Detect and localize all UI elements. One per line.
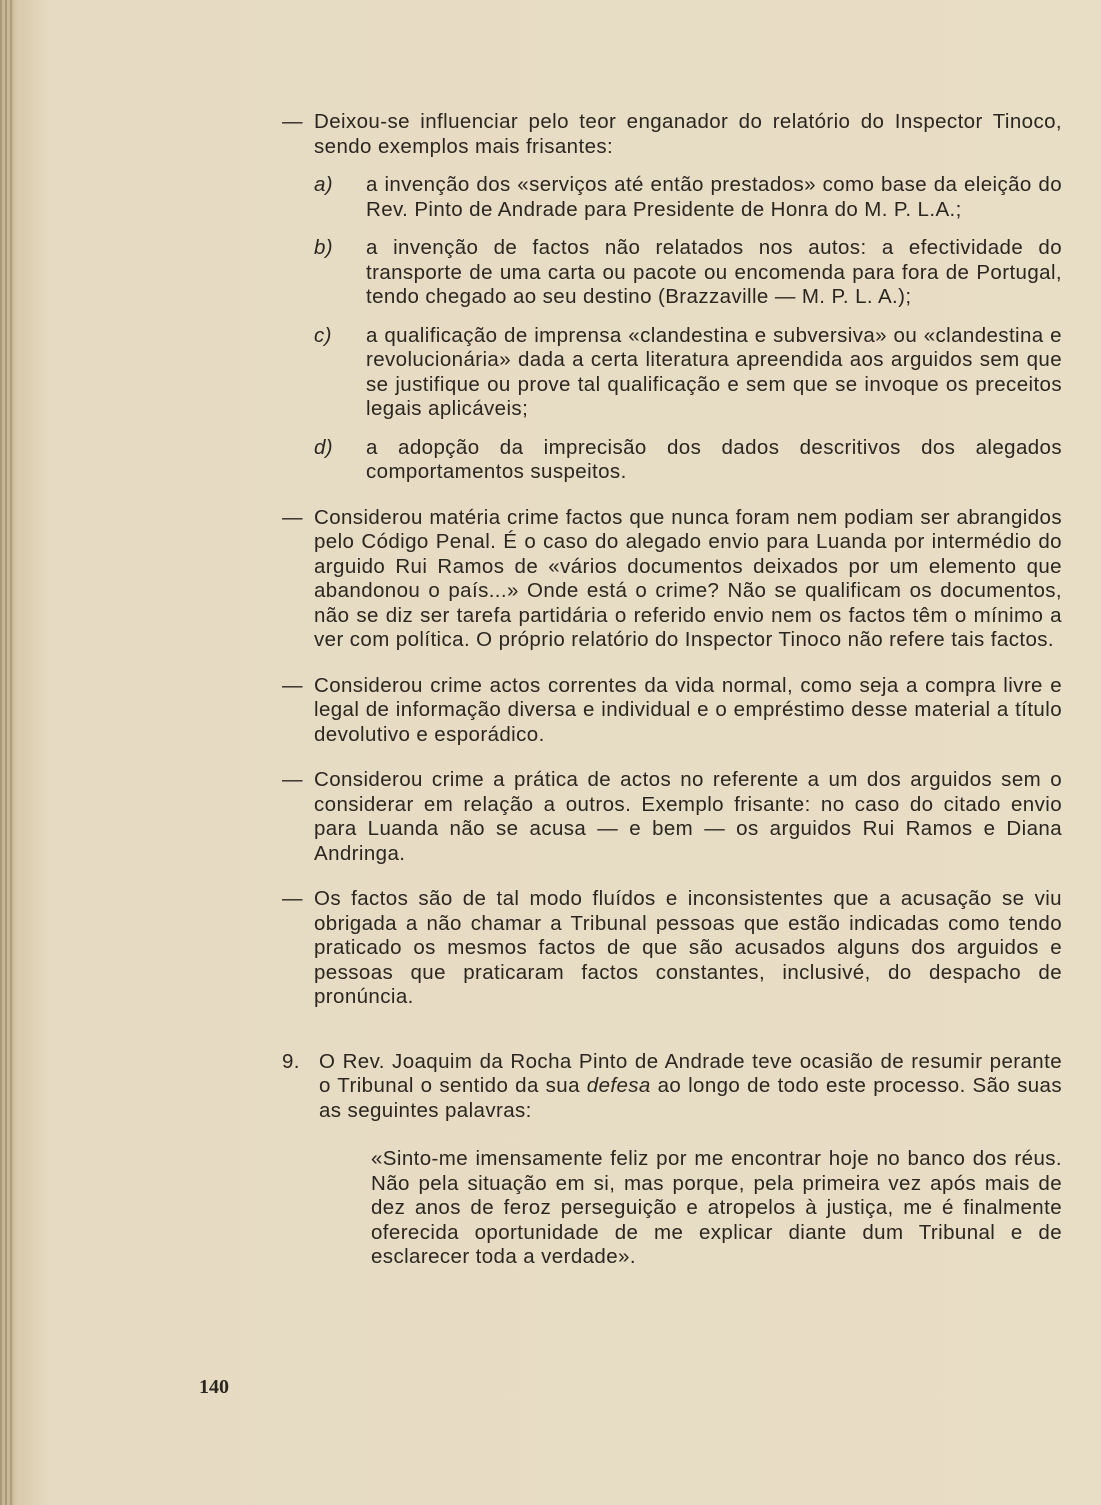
- sub-item-a: [314, 173, 1062, 222]
- sub-item-text: a invenção dos «serviços até então prestados» como base da eleição do Rev. Pinto de Andrade para Presidente de Honra do M. P. L.A.;: [366, 173, 1062, 221]
- sub-item-text: a invenção de factos não relatados nos autos: a efectividade do transporte de uma carta ou pacote ou encomenda para fora de Portugal, tendo chegado ao seu destino (Brazzaville — M. P. L. A.);: [366, 236, 1062, 308]
- sub-list: [314, 173, 1062, 485]
- paragraph-text: Considerou crime a prática de actos no referente a um dos arguidos sem o considerar em relação a outros. Exemplo frisante: no caso do citado envio para Luanda não se acusa — e bem — os arguidos Rui Ramos e Diana Andringa.: [314, 768, 1062, 865]
- em-dash: —: [282, 505, 303, 529]
- sub-item-label: d): [314, 435, 334, 459]
- paragraph-text: Os factos são de tal modo fluídos e inconsistentes que a acusação se viu obrigada a não chamar a Tribunal pessoas que estão indicadas como tendo praticado os mesmos factos de que são acusados alguns dos arguidos e pessoas que praticaram factos constantes, inclusivé, do despacho de pronúncia.: [314, 887, 1062, 1008]
- sub-item-text: a qualificação de imprensa «clandestina e subversiva» ou «clandestina e revolucionária» dada a certa literatura apreendida aos arguidos sem que se justifique ou prove tal qualificação e sem que se invoque os preceitos legais aplicáveis;: [366, 323, 1062, 420]
- sub-item-label: c): [314, 323, 332, 347]
- dash-item-3: [282, 674, 1062, 748]
- dash-item-4: [282, 768, 1062, 866]
- section-text-end: ao longo de todo este processo. São suas as seguintes palavras:: [319, 1074, 1062, 1122]
- sub-item-b: [314, 236, 1062, 310]
- numbered-section-9: [282, 1050, 1062, 1124]
- em-dash: —: [282, 673, 303, 697]
- dash-item-2: [282, 506, 1062, 653]
- sub-item-text: a adopção da imprecisão dos dados descritivos dos alegados comportamentos suspeitos.: [366, 435, 1062, 483]
- block-quote: «Sinto-me imensamente feliz por me encontrar hoje no banco dos réus. Não pela situação em si, mas porque, pela primeira vez após mais de dez anos de feroz perseguição e atropelos à justiça, me é finalmente oferecida oportunidade de me explicar diante dum Tribunal e de esclarecer toda a verdade».: [371, 1147, 1062, 1268]
- page-number: 140: [199, 1376, 229, 1398]
- sub-item-c: [314, 324, 1062, 422]
- em-dash: —: [282, 110, 303, 133]
- em-dash: —: [282, 768, 303, 791]
- paragraph-text: Deixou-se influenciar pelo teor enganador do relatório do Inspector Tinoco, sendo exemplos mais frisantes:: [314, 110, 1062, 158]
- sub-item-label: b): [314, 236, 334, 259]
- paragraph-text: Considerou crime actos correntes da vida normal, como seja a compra livre e legal de informação diversa e individual e o empréstimo desse material a título devolutivo e esporádico.: [314, 673, 1062, 746]
- page-body: [282, 110, 1062, 1270]
- sub-item-d: [314, 436, 1062, 485]
- paragraph-text: Considerou matéria crime factos que nunca foram nem podiam ser abrangidos pelo Código Penal. É o caso do alegado envio para Luanda por intermédio do arguido Rui Ramos de «vários documentos deixados por um elemento que abandonou o país...» Onde está o crime? Não se qualificam os documentos, não se diz ser tarefa partidária o referido envio nem os factos têm o mínimo a ver com política. O próprio relatório do Inspector Tinoco não refere tais factos.: [314, 505, 1062, 651]
- dash-item-1: [282, 110, 1062, 485]
- em-dash: —: [282, 887, 303, 910]
- dash-item-5: [282, 887, 1062, 1010]
- sub-item-label: a): [314, 173, 334, 196]
- section-text-emphasis: defesa: [586, 1074, 651, 1097]
- section-number: 9.: [282, 1049, 300, 1073]
- section-text-start: O Rev. Joaquim da Rocha Pinto de Andrade teve ocasião de resumir perante o Tribunal o sentido da sua: [319, 1049, 1062, 1097]
